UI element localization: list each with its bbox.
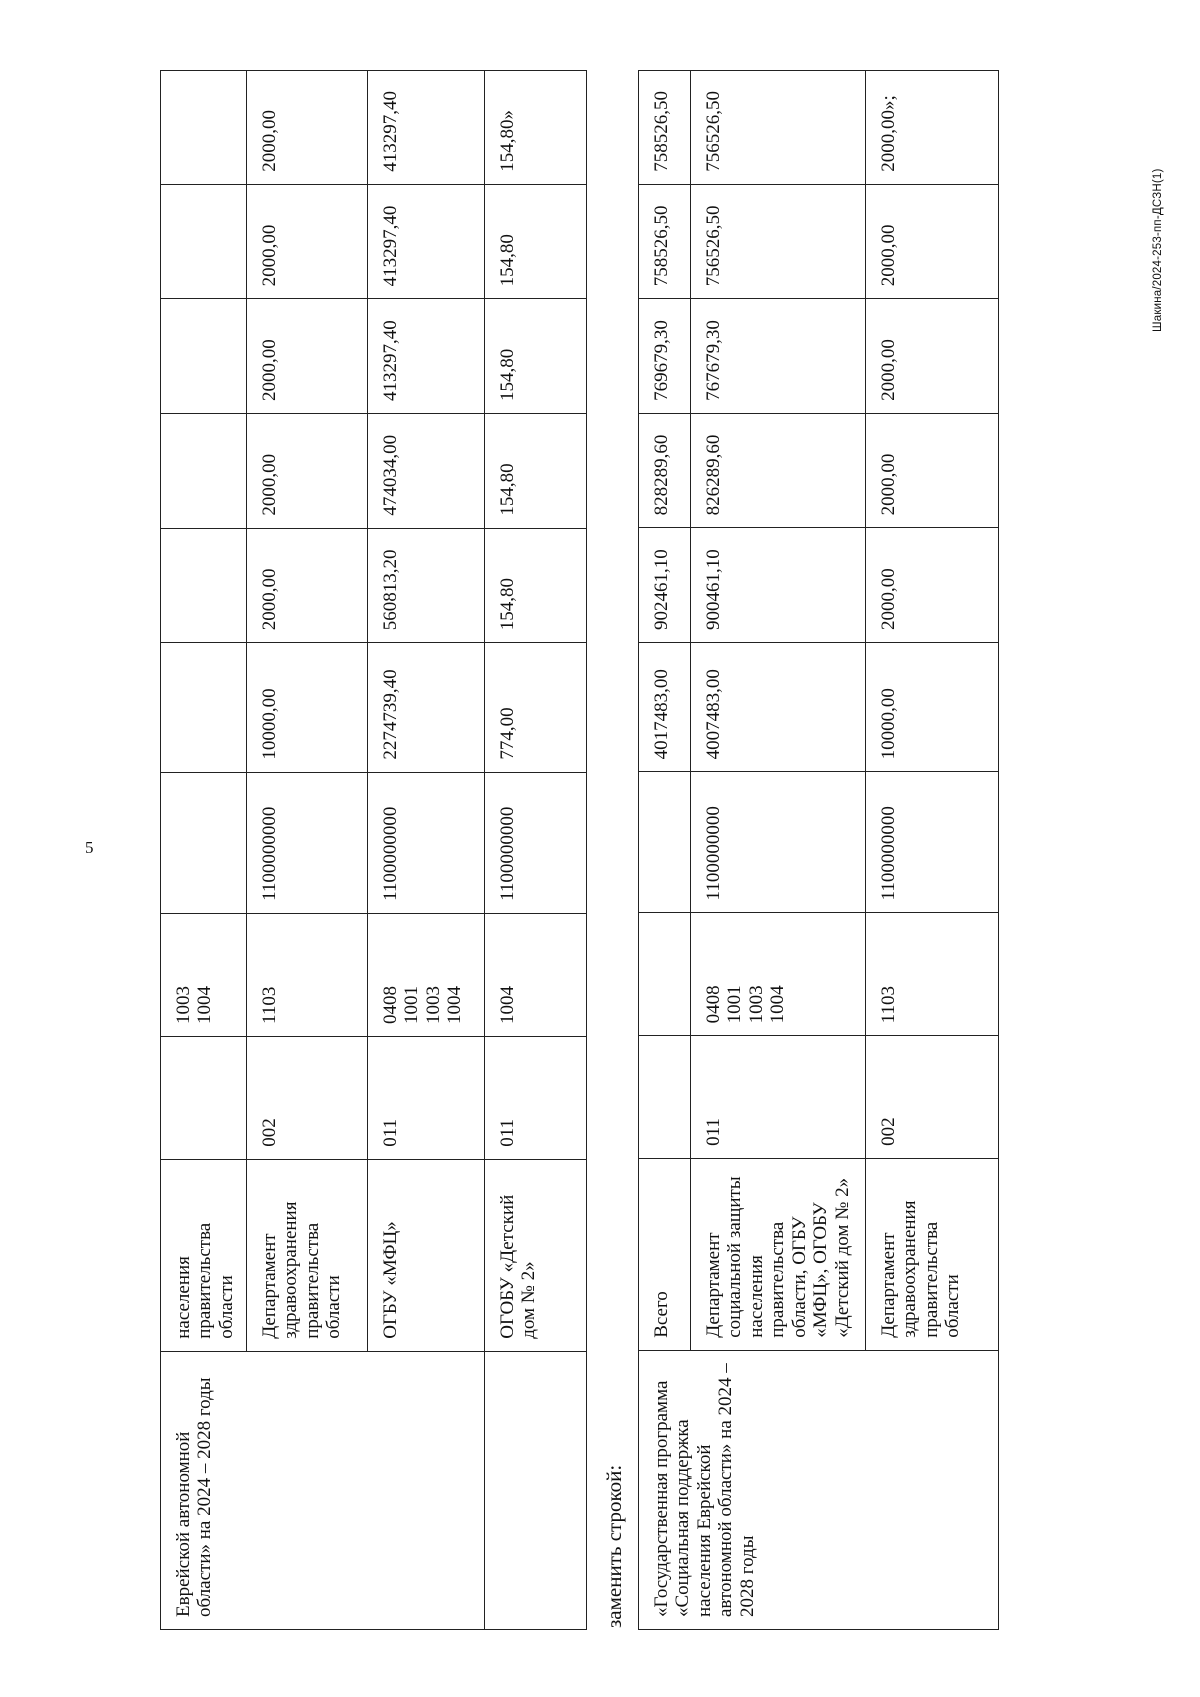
csr-cell: 1100000000 [368,772,485,913]
year-2024-cell: 154,80 [485,528,587,643]
year-2024-cell: 2000,00 [247,528,368,643]
total-cell: 10000,00 [866,642,999,771]
year-2024-cell: 900461,10 [691,528,866,643]
total-cell: 10000,00 [247,643,368,772]
rzpr-cell: 1103 [866,913,999,1036]
year-2026-cell [161,299,247,414]
executor-cell: Департамент здравоохранения правительства области [866,1158,999,1350]
executor-cell: Всего [639,1158,691,1350]
grbs-cell: 011 [368,1036,485,1159]
document-id-text: Шакина/2024-253-пп-ДСЗН(1) [1152,168,1164,332]
executor-cell: ОГБУ «МФЦ» [368,1159,485,1351]
csr-cell [639,772,691,913]
year-2026-cell: 154,80 [485,299,587,414]
year-2028-cell: 2000,00»; [866,71,999,185]
rotated-content [160,70,1120,1630]
year-2027-cell: 2000,00 [247,184,368,299]
program-name-cell [485,1351,587,1629]
rzpr-cell: 1003 1004 [161,913,247,1036]
csr-cell: 1100000000 [866,772,999,913]
document-id-footer [1152,112,1172,332]
year-2026-cell: 767679,30 [691,299,866,414]
year-2026-cell: 2000,00 [247,299,368,414]
year-2025-cell: 828289,60 [639,413,691,528]
csr-cell: 1100000000 [247,772,368,913]
year-2024-cell: 560813,20 [368,528,485,643]
year-2024-cell [161,528,247,643]
total-cell: 4017483,00 [639,642,691,771]
grbs-cell: 011 [485,1036,587,1159]
replace-with-row-label: заменить строкой: [602,1464,626,1628]
grbs-cell: 011 [691,1036,866,1159]
year-2026-cell: 413297,40 [368,299,485,414]
total-cell [161,643,247,772]
year-2027-cell: 758526,50 [639,184,691,299]
year-2025-cell: 474034,00 [368,413,485,528]
total-cell: 774,00 [485,643,587,772]
program-name-cell: «Государственная программа «Социальная поддержка населения Еврейской автономной области» на 2024 – 2028 годы [639,1350,999,1629]
year-2028-cell: 756526,50 [691,71,866,185]
budget-table-replacement [638,70,999,1630]
rzpr-cell [639,913,691,1036]
year-2025-cell: 826289,60 [691,413,866,528]
year-2027-cell: 154,80 [485,184,587,299]
executor-cell: ОГОБУ «Детский дом № 2» [485,1159,587,1351]
table-row [161,71,247,1630]
grbs-cell [639,1036,691,1159]
year-2026-cell: 2000,00 [866,299,999,414]
budget-table-original [160,70,587,1630]
executor-cell: Департамент здравоохранения правительства области [247,1159,368,1351]
rzpr-cell: 1004 [485,913,587,1036]
csr-cell [161,772,247,913]
year-2028-cell: 413297,40 [368,71,485,185]
total-cell: 4007483,00 [691,642,866,771]
page-number: 5 [85,838,94,857]
csr-cell: 1100000000 [691,772,866,913]
rzpr-cell: 0408 1001 1003 1004 [691,913,866,1036]
year-2024-cell: 2000,00 [866,528,999,643]
table-row [639,71,691,1630]
program-name-cell: Еврейской автономной области» на 2024 – 2028 годы [161,1351,485,1629]
executor-cell: Департамент социальной защиты населения правительства области, ОГБУ «МФЦ», ОГОБУ «Детский дом № 2» [691,1158,866,1350]
year-2027-cell: 413297,40 [368,184,485,299]
year-2025-cell: 154,80 [485,413,587,528]
rzpr-cell: 0408 1001 1003 1004 [368,913,485,1036]
year-2024-cell: 902461,10 [639,528,691,643]
csr-cell: 1100000000 [485,772,587,913]
year-2026-cell: 769679,30 [639,299,691,414]
year-2025-cell [161,413,247,528]
year-2027-cell [161,184,247,299]
rzpr-cell: 1103 [247,913,368,1036]
year-2028-cell: 758526,50 [639,71,691,185]
year-2028-cell: 154,80» [485,71,587,185]
year-2025-cell: 2000,00 [866,413,999,528]
year-2027-cell: 756526,50 [691,184,866,299]
year-2028-cell [161,71,247,185]
grbs-cell: 002 [866,1036,999,1159]
year-2025-cell: 2000,00 [247,413,368,528]
executor-cell: населения правительства области [161,1159,247,1351]
table-row [485,71,587,1630]
year-2027-cell: 2000,00 [866,184,999,299]
year-2028-cell: 2000,00 [247,71,368,185]
grbs-cell [161,1036,247,1159]
grbs-cell: 002 [247,1036,368,1159]
total-cell: 2274739,40 [368,643,485,772]
